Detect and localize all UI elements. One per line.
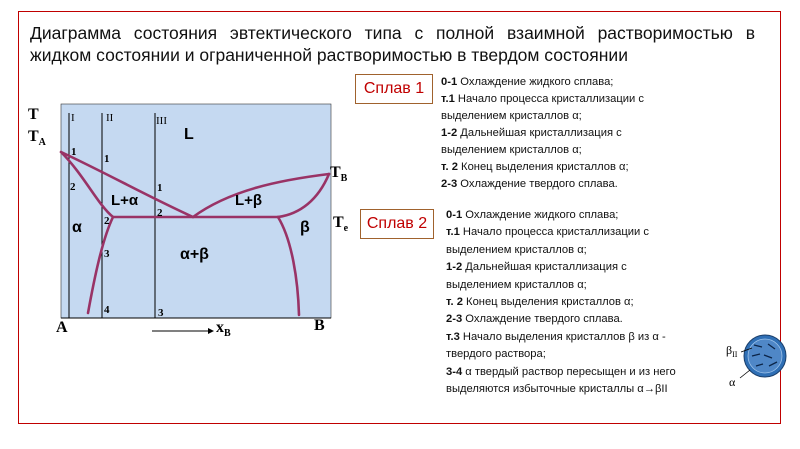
xb-arrowhead bbox=[208, 328, 214, 334]
alloy2-note-key: т.1 bbox=[446, 226, 460, 239]
alloy2-label: Сплав 2 bbox=[360, 209, 434, 239]
point-II-1: 1 bbox=[104, 153, 110, 165]
alloy2-note-3 bbox=[446, 242, 731, 259]
alloy2-note-key: т.3 bbox=[446, 330, 460, 343]
region-alpha-beta: α+β bbox=[180, 246, 209, 263]
micro-beta-label: $\beta_{II}$ bbox=[726, 343, 738, 359]
alloy1-note-text: Конец выделения кристаллов α; bbox=[457, 161, 629, 173]
point-III-2: 2 bbox=[157, 207, 163, 219]
point-II-2: 2 bbox=[104, 215, 110, 227]
alloy1-note-key: 1-2 bbox=[441, 127, 458, 139]
alloy1-note-text: выделением кристаллов α; bbox=[441, 144, 582, 156]
A-label: A bbox=[56, 319, 68, 336]
slide-title-line2: жидком состоянии и ограниченной растворимостью в твердом состоянии bbox=[30, 45, 628, 65]
xB-label: $x_B$ bbox=[216, 319, 231, 339]
alloy1-note-key: т.1 bbox=[441, 93, 455, 105]
alloy2-note-2 bbox=[446, 224, 731, 241]
region-alpha: α bbox=[72, 219, 82, 236]
point-I-1: 1 bbox=[71, 146, 77, 158]
alloy1-note-text: Начало процесса кристаллизации с bbox=[454, 93, 644, 105]
axis-T-label: T bbox=[28, 106, 39, 123]
alloy2-note-key: 2-3 bbox=[446, 313, 463, 326]
point-II-3: 3 bbox=[104, 248, 110, 260]
alloy2-note-text: Дальнейшая кристаллизация с bbox=[462, 261, 627, 274]
alloy2-note-11 bbox=[446, 381, 731, 398]
alloy2-note-key: 1-2 bbox=[446, 261, 463, 274]
alloy1-note-7 bbox=[441, 176, 701, 193]
alloy2-note-5 bbox=[446, 277, 731, 294]
region-L-alpha: L+α bbox=[111, 192, 139, 209]
alloy2-note-1 bbox=[446, 207, 731, 224]
alloy1-note-3 bbox=[441, 108, 701, 125]
alloy1-note-4 bbox=[441, 125, 701, 142]
alloy2-note-key: 0-1 bbox=[446, 209, 463, 221]
alloy1-note-text: Охлаждение жидкого сплава; bbox=[457, 76, 614, 88]
point-I-2: 2 bbox=[70, 181, 76, 193]
alloy1-note-2 bbox=[441, 91, 701, 108]
alloy1-note-6 bbox=[441, 159, 701, 176]
point-III-3: 3 bbox=[158, 307, 164, 319]
alloy2-note-text: выделением кристаллов α; bbox=[446, 278, 587, 291]
alloy2-note-6 bbox=[446, 294, 731, 311]
alloy2-note-text: Начало процесса кристаллизации с bbox=[459, 226, 649, 239]
alloy2-note-text: выделением кристаллов α; bbox=[446, 243, 587, 256]
alloy1-note-5 bbox=[441, 142, 701, 159]
alloy2-note-text: Охлаждение жидкого сплава; bbox=[462, 209, 619, 221]
alloy2-note-text: Конец выделения кристаллов α; bbox=[462, 296, 634, 309]
alloy1-notes bbox=[441, 74, 701, 193]
alloy-I-label: I bbox=[71, 112, 75, 124]
alloy2-note-10 bbox=[446, 364, 731, 381]
alloy1-note-key: т. 2 bbox=[441, 161, 458, 173]
alloy1-note-key: 2-3 bbox=[441, 178, 458, 190]
alloy2-note-key: т. 2 bbox=[446, 296, 463, 309]
slide-title-line1: Диаграмма состояния эвтектического типа с полной взаимной растворимостью в bbox=[30, 23, 755, 43]
microstructure-sketch bbox=[740, 335, 786, 378]
alloy1-note-1 bbox=[441, 74, 701, 91]
point-III-1: 1 bbox=[157, 182, 163, 194]
alloy2-note-text: α твердый раствор пересыщен и из него bbox=[462, 365, 676, 378]
alloy2-note-key: 3-4 bbox=[446, 365, 463, 378]
alloy2-note-7 bbox=[446, 311, 731, 328]
alloy1-label: Сплав 1 bbox=[355, 74, 433, 104]
alloy1-note-text: Дальнейшая кристаллизация с bbox=[457, 127, 622, 139]
alloy-II-label: II bbox=[106, 112, 114, 124]
alloy2-notes bbox=[446, 207, 731, 398]
alloy2-note-text: Начало выделения кристаллов β из α - bbox=[459, 330, 666, 343]
alloy1-note-key: 0-1 bbox=[441, 76, 458, 88]
alloy2-note-text: Охлаждение твердого сплава. bbox=[462, 313, 623, 326]
region-L-beta: L+β bbox=[235, 192, 263, 209]
alloy-III-label: III bbox=[156, 115, 167, 127]
alloy2-note-8 bbox=[446, 329, 731, 346]
alloy2-note-9 bbox=[446, 346, 731, 363]
region-L: L bbox=[184, 126, 194, 143]
point-II-4: 4 bbox=[104, 304, 110, 316]
alloy2-note-text: твердого раствора; bbox=[446, 348, 546, 361]
alloy1-note-text: выделением кристаллов α; bbox=[441, 110, 582, 122]
TB-label: $T_B$ bbox=[330, 164, 348, 184]
B-label: B bbox=[314, 317, 325, 334]
alloy1-note-text: Охлаждение твердого сплава. bbox=[457, 178, 618, 190]
Te-label: $T_e$ bbox=[333, 214, 349, 234]
alloy2-note-4 bbox=[446, 259, 731, 276]
alloy2-note-text: выделяются избыточные кристаллы α→βII bbox=[446, 383, 668, 396]
micro-alpha-label: α bbox=[729, 375, 736, 389]
TA-label: $T_A$ bbox=[28, 128, 46, 148]
region-beta: β bbox=[300, 219, 310, 236]
